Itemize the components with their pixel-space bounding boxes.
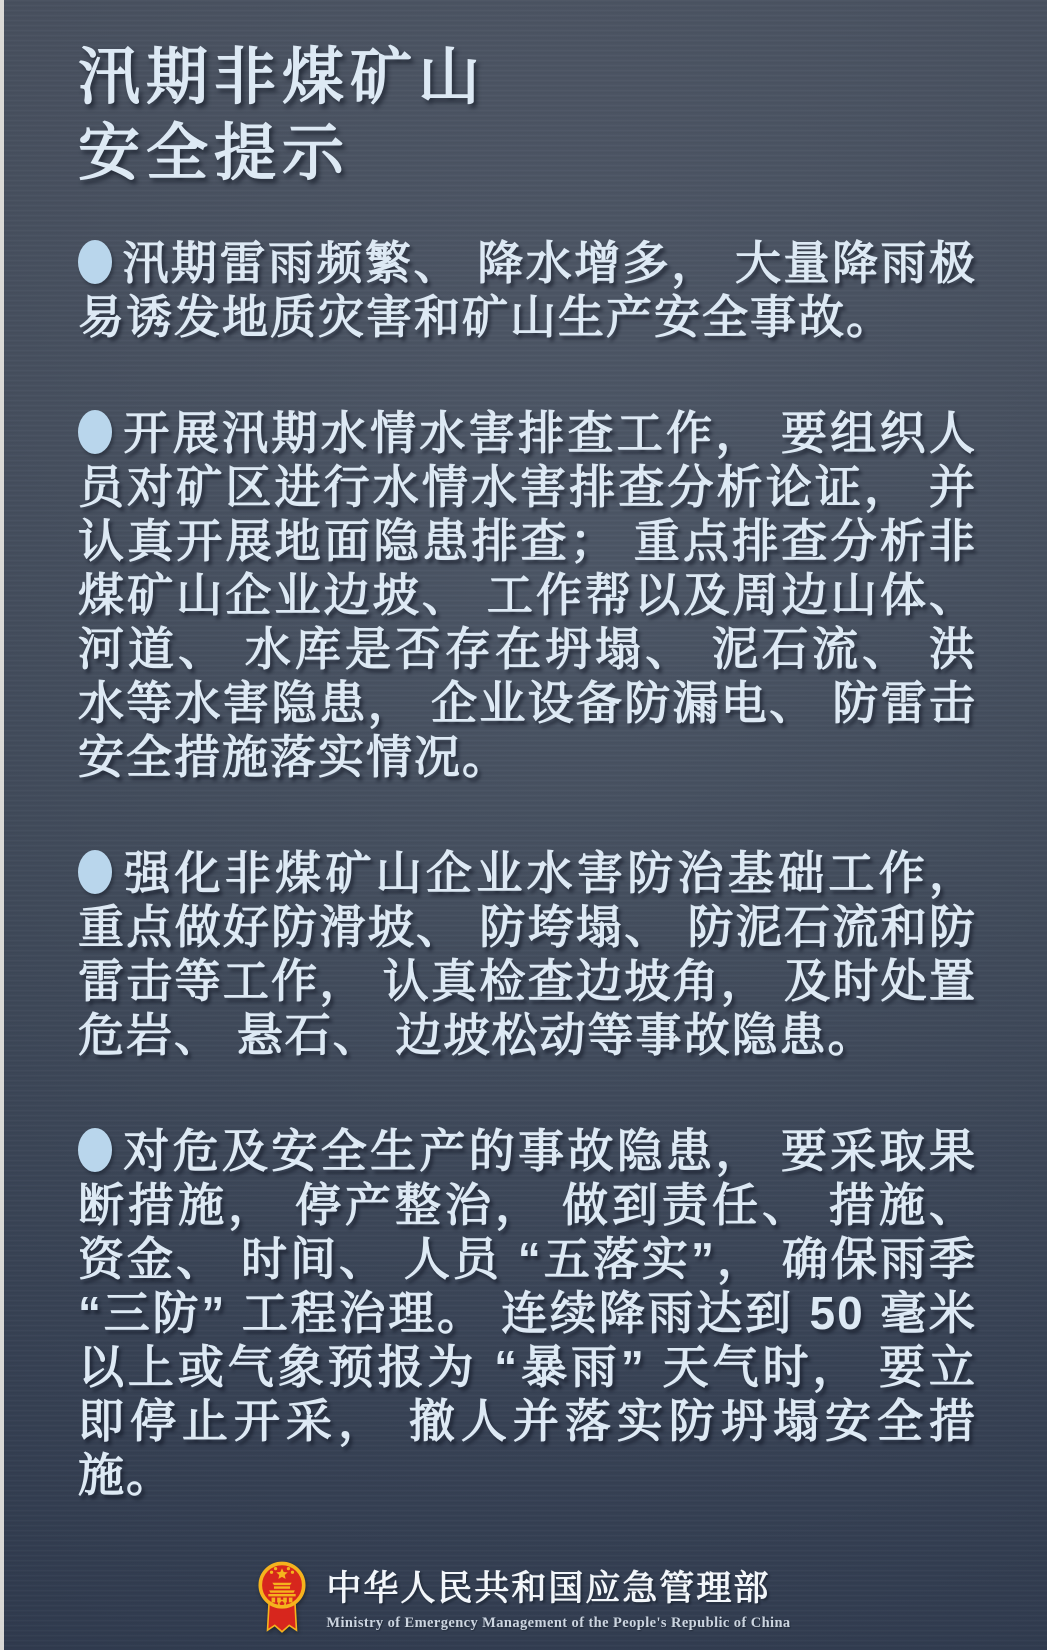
ministry-footer (0, 1561, 1047, 1640)
poster-title-line1: 汛期非煤矿山 (78, 43, 487, 112)
scanned-page-edge (0, 0, 4, 1650)
bullet-dot-icon (78, 850, 112, 894)
bullet-paragraph (78, 1124, 977, 1502)
bullet-dot-icon (78, 240, 112, 284)
poster-title (78, 40, 977, 192)
bullet-dot-icon (78, 1128, 112, 1172)
bullet-paragraph (78, 236, 977, 344)
bullet-text: 强化非煤矿山企业水害防治基础工作， 重点做好防滑坡、 防垮塌、 防泥石流和防雷击等工作， 认真检查边坡角， 及时处置危岩、 悬石、 边坡松动等事故隐患。 (78, 847, 977, 1061)
ministry-name-en: Ministry of Emergency Management of the People's Republic of China (326, 1614, 791, 1631)
bullet-text: 开展汛期水情水害排查工作， 要组织人员对矿区进行水情水害排查分析论证， 并认真开展地面隐患排查； 重点排查分析非煤矿山企业边坡、 工作帮以及周边山体、 河道、 水库是否存在坍塌、 泥石流、 洪水等水害隐患， 企业设备防漏电、 防雷击安全措施落实情况。 (78, 407, 977, 783)
bullet-text: 对危及安全生产的事故隐患， 要采取果断措施， 停产整治， 做到责任、 措施、 资金、 时间、 人员 “五落实”， 确保雨季 “三防” 工程治理。 连续降雨达到 50 毫米以上或气象预报为 “暴雨” 天气时， 要立即停止开采， 撤人并落实防坍塌安全措施。 (78, 1125, 977, 1501)
bullet-paragraph (78, 406, 977, 784)
bullet-dot-icon (78, 410, 112, 454)
prc-national-emblem-icon (256, 1561, 308, 1640)
poster-title-line2: 安全提示 (78, 119, 351, 188)
bullet-paragraph (78, 846, 977, 1062)
poster-body (78, 236, 977, 1502)
ministry-name-cn: 中华人民共和国应急管理部 (326, 1569, 771, 1609)
ministry-names (326, 1569, 790, 1631)
bullet-text: 汛期雷雨频繁、 降水增多， 大量降雨极易诱发地质灾害和矿山生产安全事故。 (78, 237, 977, 343)
